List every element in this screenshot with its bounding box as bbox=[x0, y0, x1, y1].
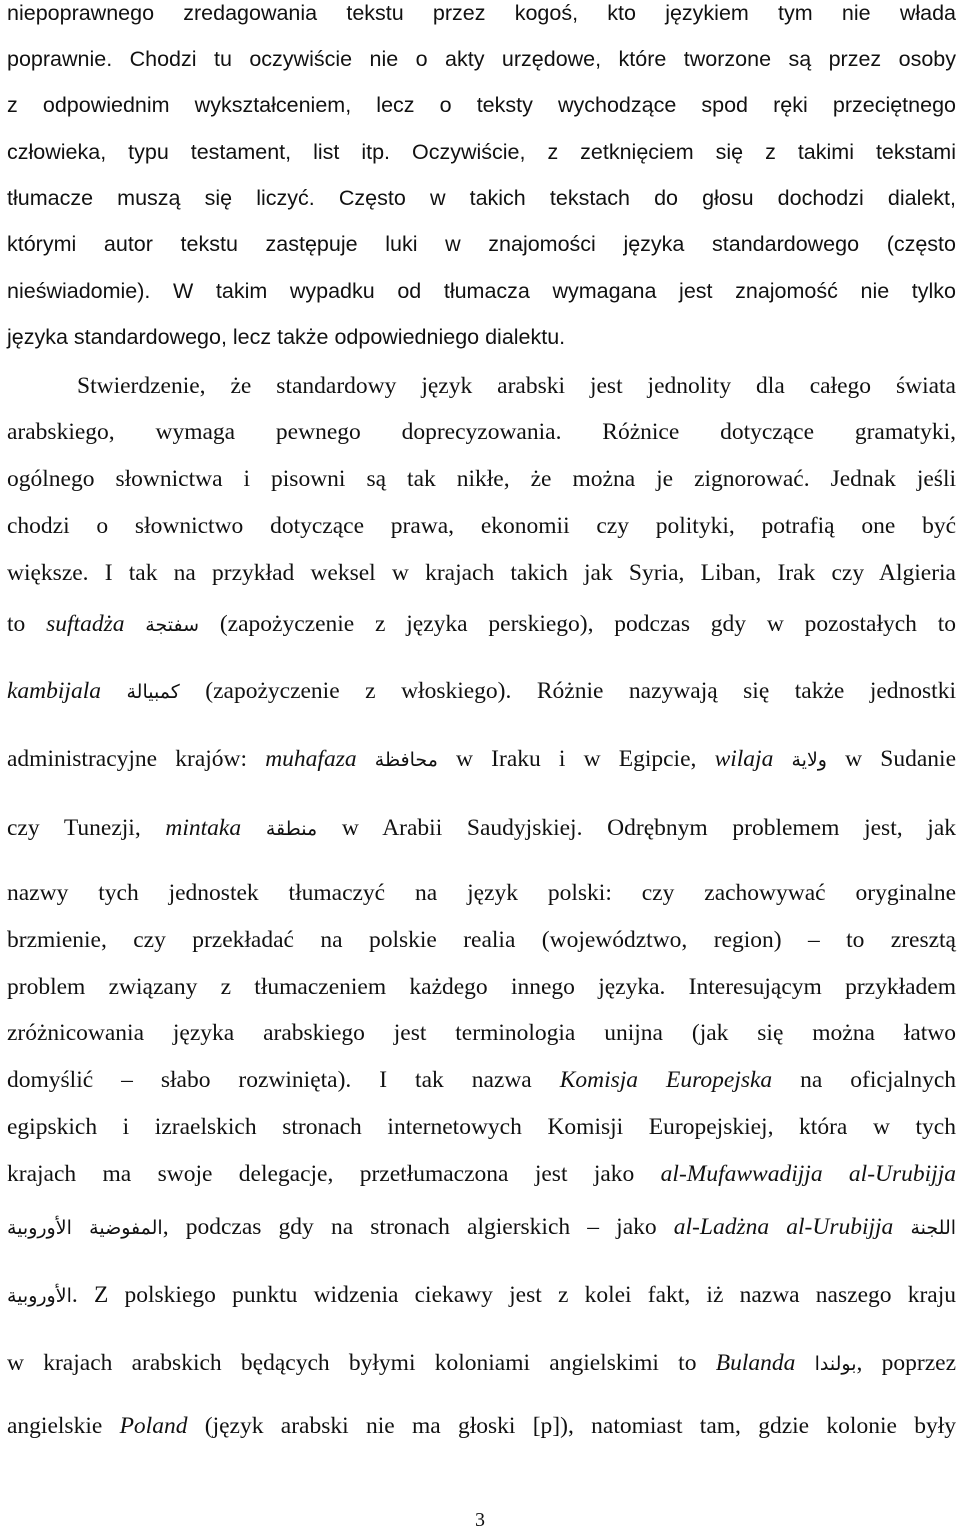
text-run: (język arabski nie ma głoski [p]), natomiast tam, gdzie kolonie były bbox=[187, 1413, 956, 1439]
arabic-term: سفتجة bbox=[145, 614, 200, 636]
text-line: chodzi o słownictwo dotyczące prawa, ekonomii czy polityki, potrafią one być bbox=[7, 513, 956, 539]
arabic-term: ولاية bbox=[791, 749, 827, 771]
text-line: problem związany z tłumaczeniem każdego innego języka. Interesującym przykładem bbox=[7, 974, 956, 1000]
text-run: na oficjalnych bbox=[772, 1067, 957, 1093]
term-italic: mintaka bbox=[165, 815, 242, 841]
term-italic: al-Mufawwadijja al-Urubijja bbox=[660, 1161, 956, 1187]
arabic-term: كمبيالة bbox=[126, 681, 180, 703]
arabic-term: محافظة bbox=[374, 749, 438, 771]
text-line bbox=[7, 817, 956, 841]
text-run: angielskie bbox=[7, 1413, 120, 1439]
term-italic: Komisja Europejska bbox=[559, 1067, 773, 1093]
text-line bbox=[7, 1216, 956, 1240]
text-line bbox=[7, 1284, 956, 1308]
page-number: 3 bbox=[475, 1509, 485, 1531]
text-line: języka standardowego, lecz także odpowiedniego dialektu. bbox=[7, 325, 566, 349]
text-line: zróżnicowania języka arabskiego jest terminologia unijna (jak się można łatwo bbox=[7, 1020, 956, 1046]
text-line: Stwierdzenie, że standardowy język arabski jest jednolity dla całego świata bbox=[77, 373, 956, 399]
text-line: z odpowiednim wykształceniem, lecz o teksty wychodzące spod ręki przeciętnego bbox=[7, 93, 956, 117]
text-line: ogólnego słownictwa i pisowni są tak nikłe, że można je zignorować. Jednak jeśli bbox=[7, 466, 956, 492]
term-italic: al-Ladżna al-Urubijja bbox=[673, 1214, 894, 1240]
term-italic: kambijala bbox=[7, 678, 101, 704]
text-line: większe. I tak na przykład weksel w krajach takich jak Syria, Liban, Irak czy Algieria bbox=[7, 560, 956, 586]
text-line: którymi autor tekstu zastępuje luki w znajomości języka standardowego (często bbox=[7, 232, 956, 256]
text-line: tłumacze muszą się liczyć. Często w takich tekstach do głosu dochodzi dialekt, bbox=[7, 186, 956, 210]
term-italic: suftadża bbox=[46, 611, 125, 637]
text-run: czy Tunezji, bbox=[7, 815, 166, 841]
text-run: , poprzez bbox=[856, 1350, 957, 1376]
term-italic: wilaja bbox=[714, 746, 774, 772]
arabic-term: المفوضية الأوروبية bbox=[7, 1217, 163, 1239]
text-line bbox=[7, 748, 956, 772]
text-line: niepoprawnego zredagowania tekstu przez kogoś, kto językiem tym nie włada bbox=[7, 1, 956, 25]
text-line: nieświadomie). W takim wypadku od tłumacza wymagana jest znajomość nie tylko bbox=[7, 279, 956, 303]
text-run: (zapożyczenie z języka perskiego), podczas gdy w pozostałych to bbox=[199, 611, 957, 637]
term-italic: Bulanda bbox=[715, 1350, 796, 1376]
text-line bbox=[7, 680, 956, 704]
text-line bbox=[7, 1415, 956, 1439]
text-line bbox=[7, 1352, 956, 1376]
text-run: to bbox=[7, 611, 47, 637]
text-line: poprawnie. Chodzi tu oczywiście nie o akty urzędowe, które tworzone są przez osoby bbox=[7, 47, 956, 71]
text-run: w Arabii Saudyjskiej. Odrębnym problemem jest, jak bbox=[317, 815, 956, 841]
text-run: krajach ma swoje delegacje, przetłumaczona jest jako bbox=[7, 1161, 661, 1187]
text-run: administracyjne krajów: bbox=[7, 746, 266, 772]
text-line: egipskich i izraelskich stronach internetowych Komisji Europejskiej, która w tych bbox=[7, 1114, 956, 1140]
text-run: w Sudanie bbox=[827, 746, 957, 772]
term-italic: muhafaza bbox=[265, 746, 357, 772]
text-line bbox=[7, 613, 956, 637]
text-run: domyślić – słabo rozwinięta). I tak nazwa bbox=[7, 1067, 560, 1093]
text-run: , podczas gdy na stronach algierskich – jako bbox=[162, 1214, 674, 1240]
text-run: w Iraku i w Egipcie, bbox=[437, 746, 715, 772]
arabic-term: اللجنة bbox=[910, 1217, 957, 1239]
arabic-term: منطقة bbox=[265, 818, 318, 840]
text-run: . Z polskiego punktu widzenia ciekawy jest z kolei fakt, iż nazwa naszego kraju bbox=[71, 1282, 956, 1308]
arabic-term: الأوروبية bbox=[7, 1285, 72, 1307]
text-line bbox=[7, 1069, 956, 1093]
arabic-term: بولندا bbox=[814, 1353, 857, 1375]
text-line: nazwy tych jednostek tłumaczyć na język polski: czy zachowywać oryginalne bbox=[7, 880, 956, 906]
text-line bbox=[7, 1163, 956, 1187]
text-run: (zapożyczenie z włoskiego). Różnie nazywają się także jednostki bbox=[179, 678, 956, 704]
text-line: arabskiego, wymaga pewnego doprecyzowania. Różnice dotyczące gramatyki, bbox=[7, 419, 956, 445]
text-line: człowieka, typu testament, list itp. Oczywiście, z zetknięciem się z takimi tekstami bbox=[7, 140, 956, 164]
term-italic: Poland bbox=[119, 1413, 188, 1439]
text-run: w krajach arabskich będących byłymi koloniami angielskimi to bbox=[7, 1350, 716, 1376]
text-line: brzmienie, czy przekładać na polskie realia (województwo, region) – to zresztą bbox=[7, 927, 956, 953]
